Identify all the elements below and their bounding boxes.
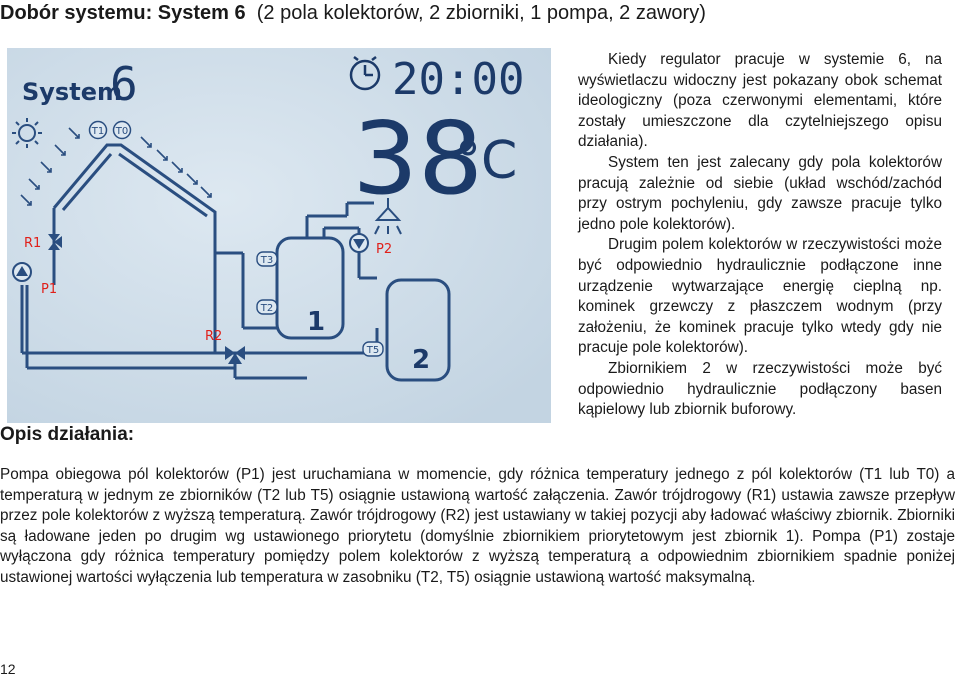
lcd-display — [7, 48, 551, 423]
operation-description — [0, 465, 955, 589]
clock-time: 20:00 — [392, 54, 525, 105]
system-label: System — [22, 78, 122, 106]
temperature-value: 38 — [353, 100, 483, 217]
sensor-t2-label: T2 — [260, 303, 274, 314]
page-number: 12 — [0, 661, 16, 677]
side-description — [578, 50, 942, 421]
pump-p1-icon — [13, 263, 31, 281]
pump-p2-label: P2 — [376, 242, 393, 257]
valve-r2-label: R2 — [205, 329, 223, 344]
sensor-t0-label: T0 — [115, 126, 129, 137]
section-heading: Opis działania: — [0, 424, 135, 445]
valve-r1-label: R1 — [24, 236, 42, 251]
side-paragraph: Kiedy regulator pracuje w systemie 6, na wyświetlaczu widoczny jest pokazany obok schemat ideologiczny (poza czerwonymi elementami, które zostały umieszczone dla czytelniejszego opisu działania). — [578, 51, 942, 151]
side-paragraph: Zbiornikiem 2 w rzeczywistości może być odpowiednio hydraulicznie podłączony basen kąpielowy lub zbiornik buforowy. — [578, 359, 942, 419]
sensor-t5-label: T5 — [366, 345, 380, 356]
page-title-subtitle: (2 pola kolektorów, 2 zbiorniki, 1 pompa, 2 zawory) — [256, 2, 706, 24]
temperature-unit: °C — [455, 131, 518, 191]
page-title — [0, 2, 706, 25]
tank-2-number: 2 — [411, 345, 431, 375]
sensor-t3-label: T3 — [260, 255, 274, 266]
sensor-t1-label: T1 — [91, 126, 105, 137]
system-number: 6 — [110, 57, 138, 111]
side-paragraph: System ten jest zalecany gdy pola kolektorów pracują zależnie od siebie (układ wschód/zachód przy ostrym pochyleniu, gdy zawsze pracuje tylko jedno pole kolektorów). — [578, 153, 942, 233]
page-title-bold: Dobór systemu: System 6 — [0, 2, 246, 24]
tank-1-number: 1 — [306, 307, 326, 337]
pump-p2-icon — [350, 234, 368, 252]
pump-p1-label: P1 — [41, 282, 58, 297]
operation-paragraph: Pompa obiegowa pól kolektorów (P1) jest uruchamiana w momencie, gdy różnica temperatury jednego z pól kolektorów (T1 lub T0) a temperaturą w jednym ze zbiorników (T2 lub T5) osiągnie ustawioną wartość załączenia. Zawór trójdrogowy (R1) ustawia zawsze przepływ przez pole kolektorów z wyższą temperaturą. Zawór trójdrogowy (R2) jest ustawiany w takiej pozycji aby ładować właściwy zbiornik. Zbiorniki są ładowane jeden po drugim wg ustawionego priorytetu (domyślnie zbiornikiem priorytetowym jest zbiornik 1). Pompa (P1) zostaje wyłączona gdy różnica temperatury pomiędzy polem kolektorów z wyższą temperaturą a odpowiednim zbiornikiem spadnie poniżej ustawionej wartości wyłączenia lub temperatura w zasobniku (T2, T5) osiągnie ustawioną wartość maksymalną. — [0, 466, 955, 586]
side-paragraph: Drugim polem kolektorów w rzeczywistości może być odpowiednio hydraulicznie podłączone inne urządzenie wytwarzające energię cieplną np. kominek grzewczy z płaszczem wodnym (przy założeniu, że kominek pracuje tylko wtedy gdy nie pracuje pole kolektorów). — [578, 236, 942, 357]
